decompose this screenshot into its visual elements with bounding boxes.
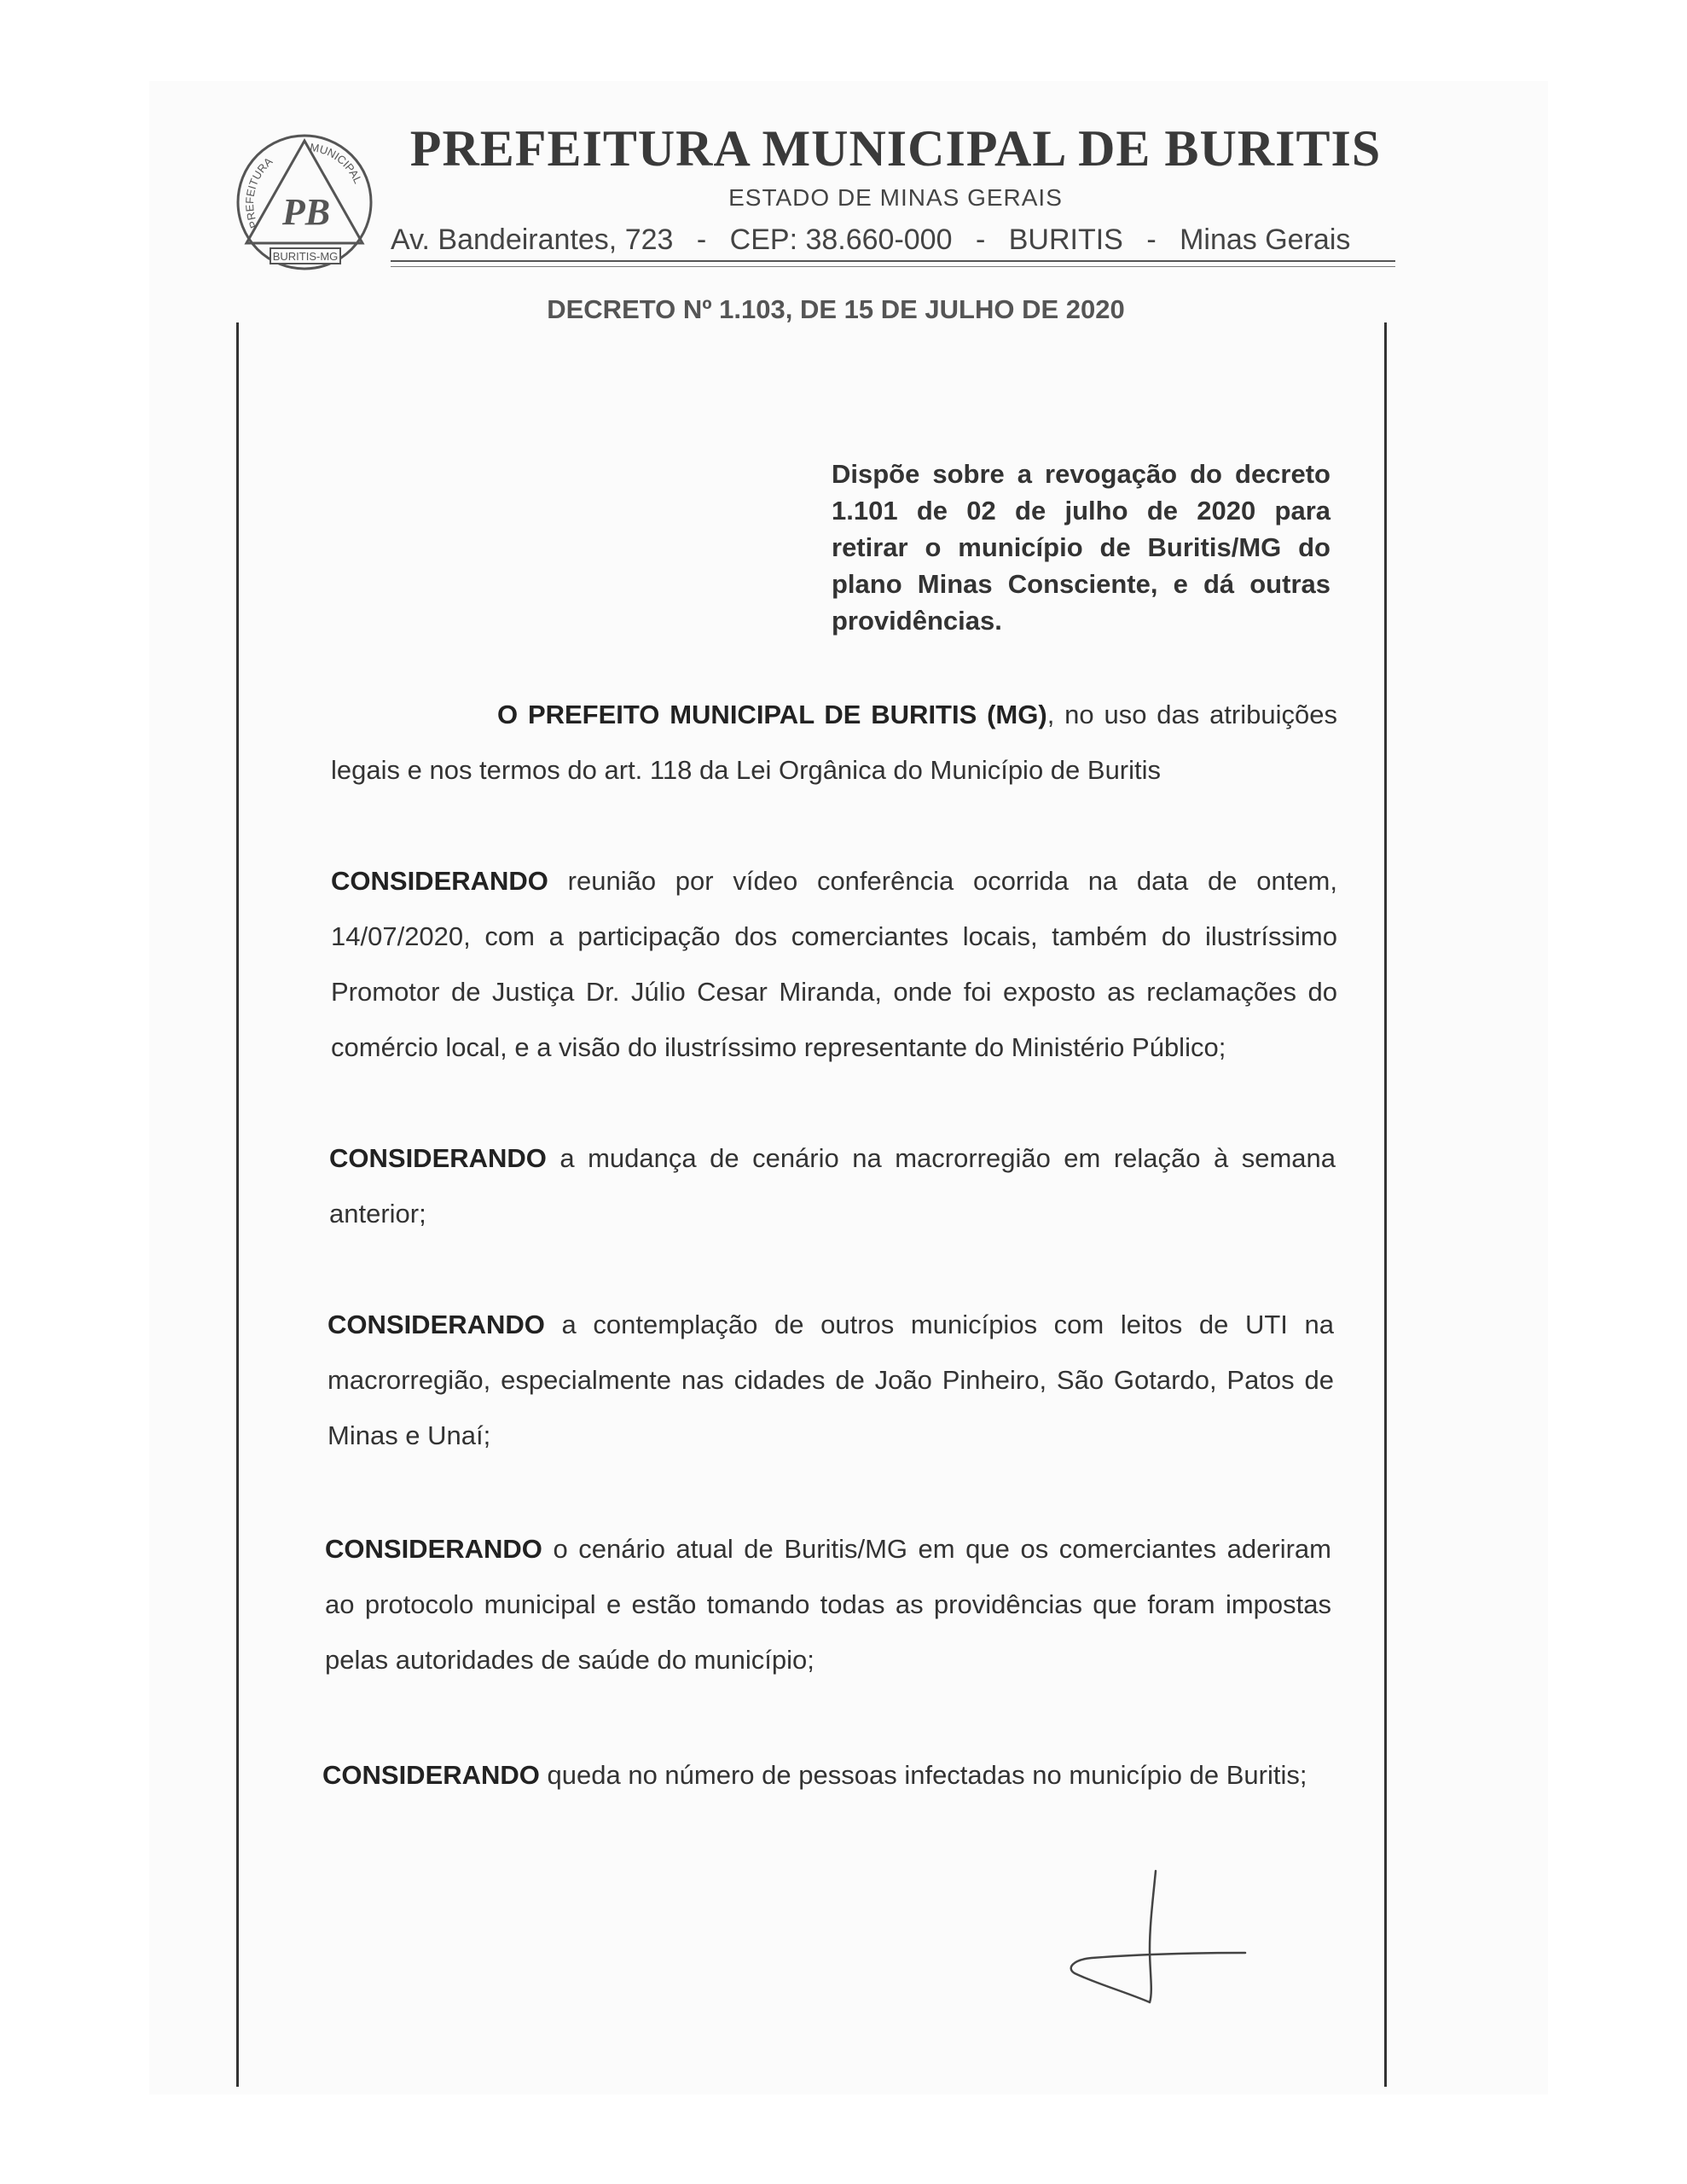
- consideration-text: queda no número de pessoas infectadas no município de Buritis;: [539, 1760, 1307, 1790]
- consideration-keyword: CONSIDERANDO: [325, 1534, 542, 1564]
- consideration-paragraph: [328, 1297, 1334, 1463]
- consideration-keyword: CONSIDERANDO: [331, 866, 548, 896]
- svg-text:MUNICIPAL: MUNICIPAL: [309, 140, 365, 186]
- consideration-text: a contemplação de outros municípios com leitos de UTI na macrorregião, especialmente nas cidades de João Pinheiro, São Gotardo, Patos de Minas e Unaí;: [328, 1310, 1334, 1450]
- intro-text: , no uso das atribuições legais e nos termos do art. 118 da Lei Orgânica do Município de Buritis: [331, 700, 1337, 785]
- consideration-text: reunião por vídeo conferência ocorrida na data de ontem, 14/07/2020, com a participação dos comerciantes locais, também do ilustríssimo Promotor de Justiça Dr. Júlio Cesar Miranda, onde foi exposto as reclamações do comércio local, e a visão do ilustríssimo representante do Ministério Público;: [331, 866, 1337, 1062]
- consideration-keyword: CONSIDERANDO: [328, 1310, 545, 1339]
- state-name: ESTADO DE MINAS GERAIS: [728, 184, 1063, 211]
- signature-initials: [1049, 1864, 1254, 2018]
- address-street: Av. Bandeirantes, 723: [391, 224, 674, 256]
- address-separator: -: [1146, 224, 1157, 256]
- consideration-keyword: CONSIDERANDO: [329, 1143, 547, 1173]
- consideration-text: o cenário atual de Buritis/MG em que os comerciantes aderiram ao protocolo municipal e estão tomando todas as providências que foram impostas pelas autoridades de saúde do município;: [325, 1534, 1331, 1675]
- consideration-keyword: CONSIDERANDO: [322, 1760, 540, 1790]
- municipal-seal-logo: [235, 132, 375, 273]
- address-separator: -: [696, 224, 707, 256]
- consideration-text: a mudança de cenário na macrorregião em relação à semana anterior;: [329, 1143, 1336, 1228]
- svg-text:PREFEITURA: PREFEITURA: [243, 154, 275, 230]
- address-city: BURITIS: [1008, 224, 1123, 256]
- page-title: PREFEITURA MUNICIPAL DE BURITIS: [409, 120, 1382, 177]
- svg-text:BURITIS-MG: BURITIS-MG: [272, 250, 339, 263]
- address-region: Minas Gerais: [1180, 224, 1351, 256]
- address-cep: CEP: 38.660-000: [729, 224, 953, 256]
- consideration-paragraph: [322, 1747, 1329, 1803]
- intro-authority: O PREFEITO MUNICIPAL DE BURITIS (MG): [497, 700, 1047, 729]
- address-line: [391, 224, 1397, 257]
- decree-title: DECRETO Nº 1.103, DE 15 DE JULHO DE 2020: [547, 294, 1125, 324]
- decree-summary: Dispõe sobre a revogação do decreto 1.101 de 02 de julho de 2020 para retirar o município de Buritis/MG do plano Minas Consciente, e dá outras providências.: [832, 459, 1330, 636]
- consideration-paragraph: [331, 853, 1337, 1075]
- right-margin-line: [1384, 322, 1387, 2087]
- intro-paragraph: [331, 687, 1337, 798]
- svg-text:PB: PB: [281, 191, 331, 233]
- header-divider: [391, 260, 1395, 262]
- consideration-paragraph: [325, 1521, 1331, 1687]
- header-divider-thin: [391, 266, 1395, 267]
- left-margin-line: [236, 322, 239, 2087]
- address-separator: -: [975, 224, 986, 256]
- consideration-paragraph: [329, 1130, 1336, 1241]
